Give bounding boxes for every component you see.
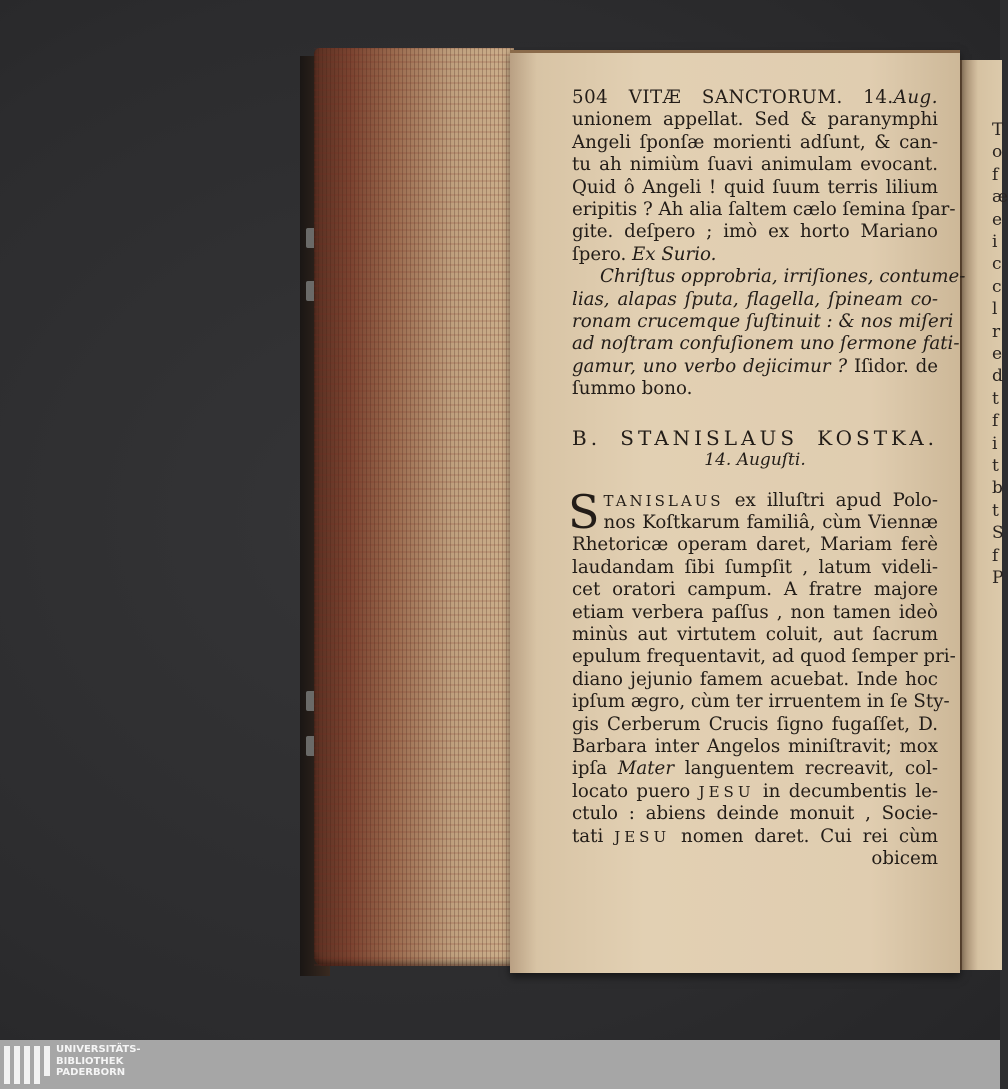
book (300, 36, 1008, 976)
page-text (568, 87, 966, 870)
text-line: Barbara inter Angelos miniſtravit; mox (572, 735, 938, 757)
text-fragment: ex illuſtri apud Polo- (734, 489, 938, 511)
text-line: cet oratori campum. A fratre majore (572, 579, 938, 601)
next-page-letter: c (992, 276, 1002, 297)
page-edges (314, 48, 514, 966)
next-page-letter: d (992, 366, 1003, 387)
next-page-letter: l (992, 299, 998, 320)
text-line: nos Koſtkarum familiâ, cùm Viennæ (603, 511, 938, 533)
next-page-letter: r (992, 321, 1001, 342)
library-name-line3: PADERBORN (56, 1067, 126, 1078)
quote-line: ad noſtram confuſionem uno ſermone fati- (572, 333, 960, 355)
text-line: etiam verbera paſſus , non tamen ideò (572, 601, 938, 623)
text-line: unionem appellat. Sed & paranymphi (572, 109, 938, 131)
next-page-letter: e (992, 209, 1003, 230)
next-page-letter: P (992, 568, 1004, 588)
saint-date: 14. Auguſti. (704, 450, 806, 471)
text-line: tu ah nimiùm ſuavi animulam evocant. (572, 154, 938, 176)
text-line: epulum frequentavit, ad quod ſemper pri- (572, 646, 956, 668)
next-page-letter: i (992, 433, 998, 454)
text-line (572, 781, 938, 803)
text-line: laudandam ſibi ſumpſit , latum videli- (572, 556, 938, 578)
page-number: 504 (572, 87, 609, 108)
next-page-letter: æ (992, 187, 1008, 208)
next-page-letter: t (992, 500, 999, 521)
library-name (56, 1044, 141, 1079)
next-page-edge (960, 60, 1008, 970)
library-name-line2: BIBLIOTHEK (56, 1055, 124, 1067)
header-date: 14. (863, 87, 894, 108)
text-line (572, 490, 938, 512)
next-page-letter: f (992, 545, 999, 566)
running-title: VITÆ SANCTORUM. (628, 87, 843, 108)
jesu-name: JESU (614, 827, 671, 846)
text-line: ctulo : abiens deinde monuit , Socie- (572, 803, 938, 825)
library-name-line1: UNIVERSITÄTS- (56, 1044, 141, 1055)
text-line: gis Cerberum Crucis ſigno fugaſſet, D. (572, 713, 938, 735)
quote-fragment: gamur, uno verbo dejicimur ? (572, 355, 848, 377)
text-line (572, 758, 938, 780)
drop-cap: S (568, 484, 600, 539)
next-page-letter: f (992, 164, 999, 185)
next-page-letter: S (992, 523, 1004, 544)
footer-bar (0, 1040, 1000, 1089)
running-header (572, 87, 938, 109)
library-logo-icon (4, 1046, 52, 1084)
saint-title: B. STANISLAUS KOSTKA. (572, 425, 938, 450)
next-page-letter: c (992, 254, 1002, 275)
text-line (572, 826, 938, 848)
text-fragment: nomen daret. Cui rei cùm (670, 825, 938, 847)
quote-line: lias, alapas ſputa, flagella, ſpineam co- (572, 288, 938, 310)
next-page-letter: e (992, 344, 1003, 364)
text-line: gite. deſpero ; imò ex horto Mariano (572, 221, 938, 243)
quote-line (572, 356, 938, 378)
text-line: diano jejunio famem acuebat. Inde hoc (572, 668, 938, 690)
next-page-letter: t (992, 456, 999, 476)
header-month: Aug. (893, 87, 938, 108)
quote-source-end: ſummo bono. (572, 378, 693, 400)
quote-line: Chriſtus opprobria, irriſiones, contume- (600, 266, 966, 288)
text-line: Rhetoricæ operam daret, Mariam ferè (572, 534, 938, 556)
quote-line: ronam crucemque ſuſtinuit : & nos miſeri (572, 311, 954, 333)
text-fragment: locato puero (572, 780, 699, 802)
catchword: obicem (871, 848, 938, 869)
text-line: ipſum ægro, cùm ter irruentem in ſe Sty- (572, 691, 950, 713)
book-page (510, 50, 966, 973)
next-page-letter: o (992, 142, 1003, 163)
first-word: TANISLAUS (603, 491, 724, 510)
next-page-letter: T (992, 120, 1004, 140)
text-fragment: ſpero. (572, 243, 633, 265)
text-line (572, 244, 938, 266)
next-page-letter: i (992, 232, 998, 252)
text-fragment: tati (572, 825, 615, 847)
source-citation: Ex Surio. (632, 243, 717, 265)
jesu-name: JESU (698, 782, 755, 801)
text-line: Quid ô Angeli ! quid ſuum terris lilium (572, 176, 938, 198)
text-line: eripitis ? Ah alia ſaltem cælo ſemina ſpar- (572, 199, 956, 221)
text-line: Angeli ſponſæ morienti adſunt, & can- (572, 131, 938, 153)
text-fragment: languentem recreavit, col- (674, 758, 938, 780)
next-page-letter: t (992, 388, 999, 409)
text-line: minùs aut virtutem coluit, aut ſacrum (572, 623, 938, 645)
next-page-letter: b (992, 478, 1003, 499)
next-page-letter: f (992, 411, 999, 432)
text-fragment: ipſa (572, 758, 618, 780)
text-fragment: in decumbentis le- (754, 780, 938, 802)
mater-word: Mater (617, 758, 675, 780)
quote-source: Iſidor. de (847, 355, 938, 377)
